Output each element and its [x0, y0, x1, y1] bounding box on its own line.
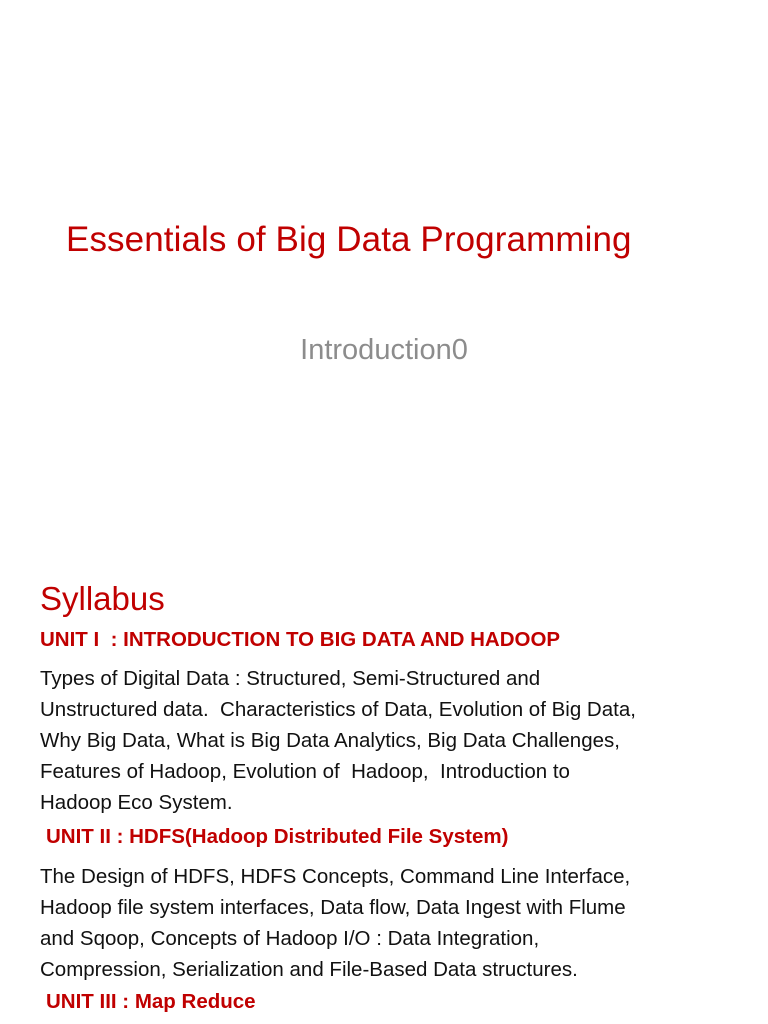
unit-1-body: [40, 663, 740, 818]
unit-1-line: Why Big Data, What is Big Data Analytics, Big Data Challenges,: [40, 729, 620, 752]
unit-2-body: [40, 861, 740, 985]
unit-1-line: Hadoop Eco System.: [40, 791, 233, 814]
syllabus-slide: [0, 560, 768, 1024]
unit-2-line: Hadoop file system interfaces, Data flow, Data Ingest with Flume: [40, 896, 626, 919]
unit-1-line: Features of Hadoop, Evolution of Hadoop, Introduction to: [40, 760, 570, 783]
unit-3-heading: UNIT III : Map Reduce: [46, 990, 256, 1013]
presentation-title: Essentials of Big Data Programming: [66, 220, 632, 259]
unit-1-line: Types of Digital Data : Structured, Semi-Structured and: [40, 667, 541, 690]
unit-2-line: and Sqoop, Concepts of Hadoop I/O : Data Integration,: [40, 927, 540, 950]
unit-2-line: Compression, Serialization and File-Based Data structures.: [40, 958, 578, 981]
unit-1-heading: UNIT I : INTRODUCTION TO BIG DATA AND HADOOP: [40, 628, 561, 651]
presentation-subtitle: Introduction0: [300, 334, 468, 366]
syllabus-heading: Syllabus: [40, 580, 165, 617]
unit-2-heading: UNIT II : HDFS(Hadoop Distributed File System): [46, 825, 509, 848]
unit-2-line: The Design of HDFS, HDFS Concepts, Command Line Interface,: [40, 865, 631, 888]
unit-1-line: Unstructured data. Characteristics of Data, Evolution of Big Data,: [40, 698, 636, 721]
